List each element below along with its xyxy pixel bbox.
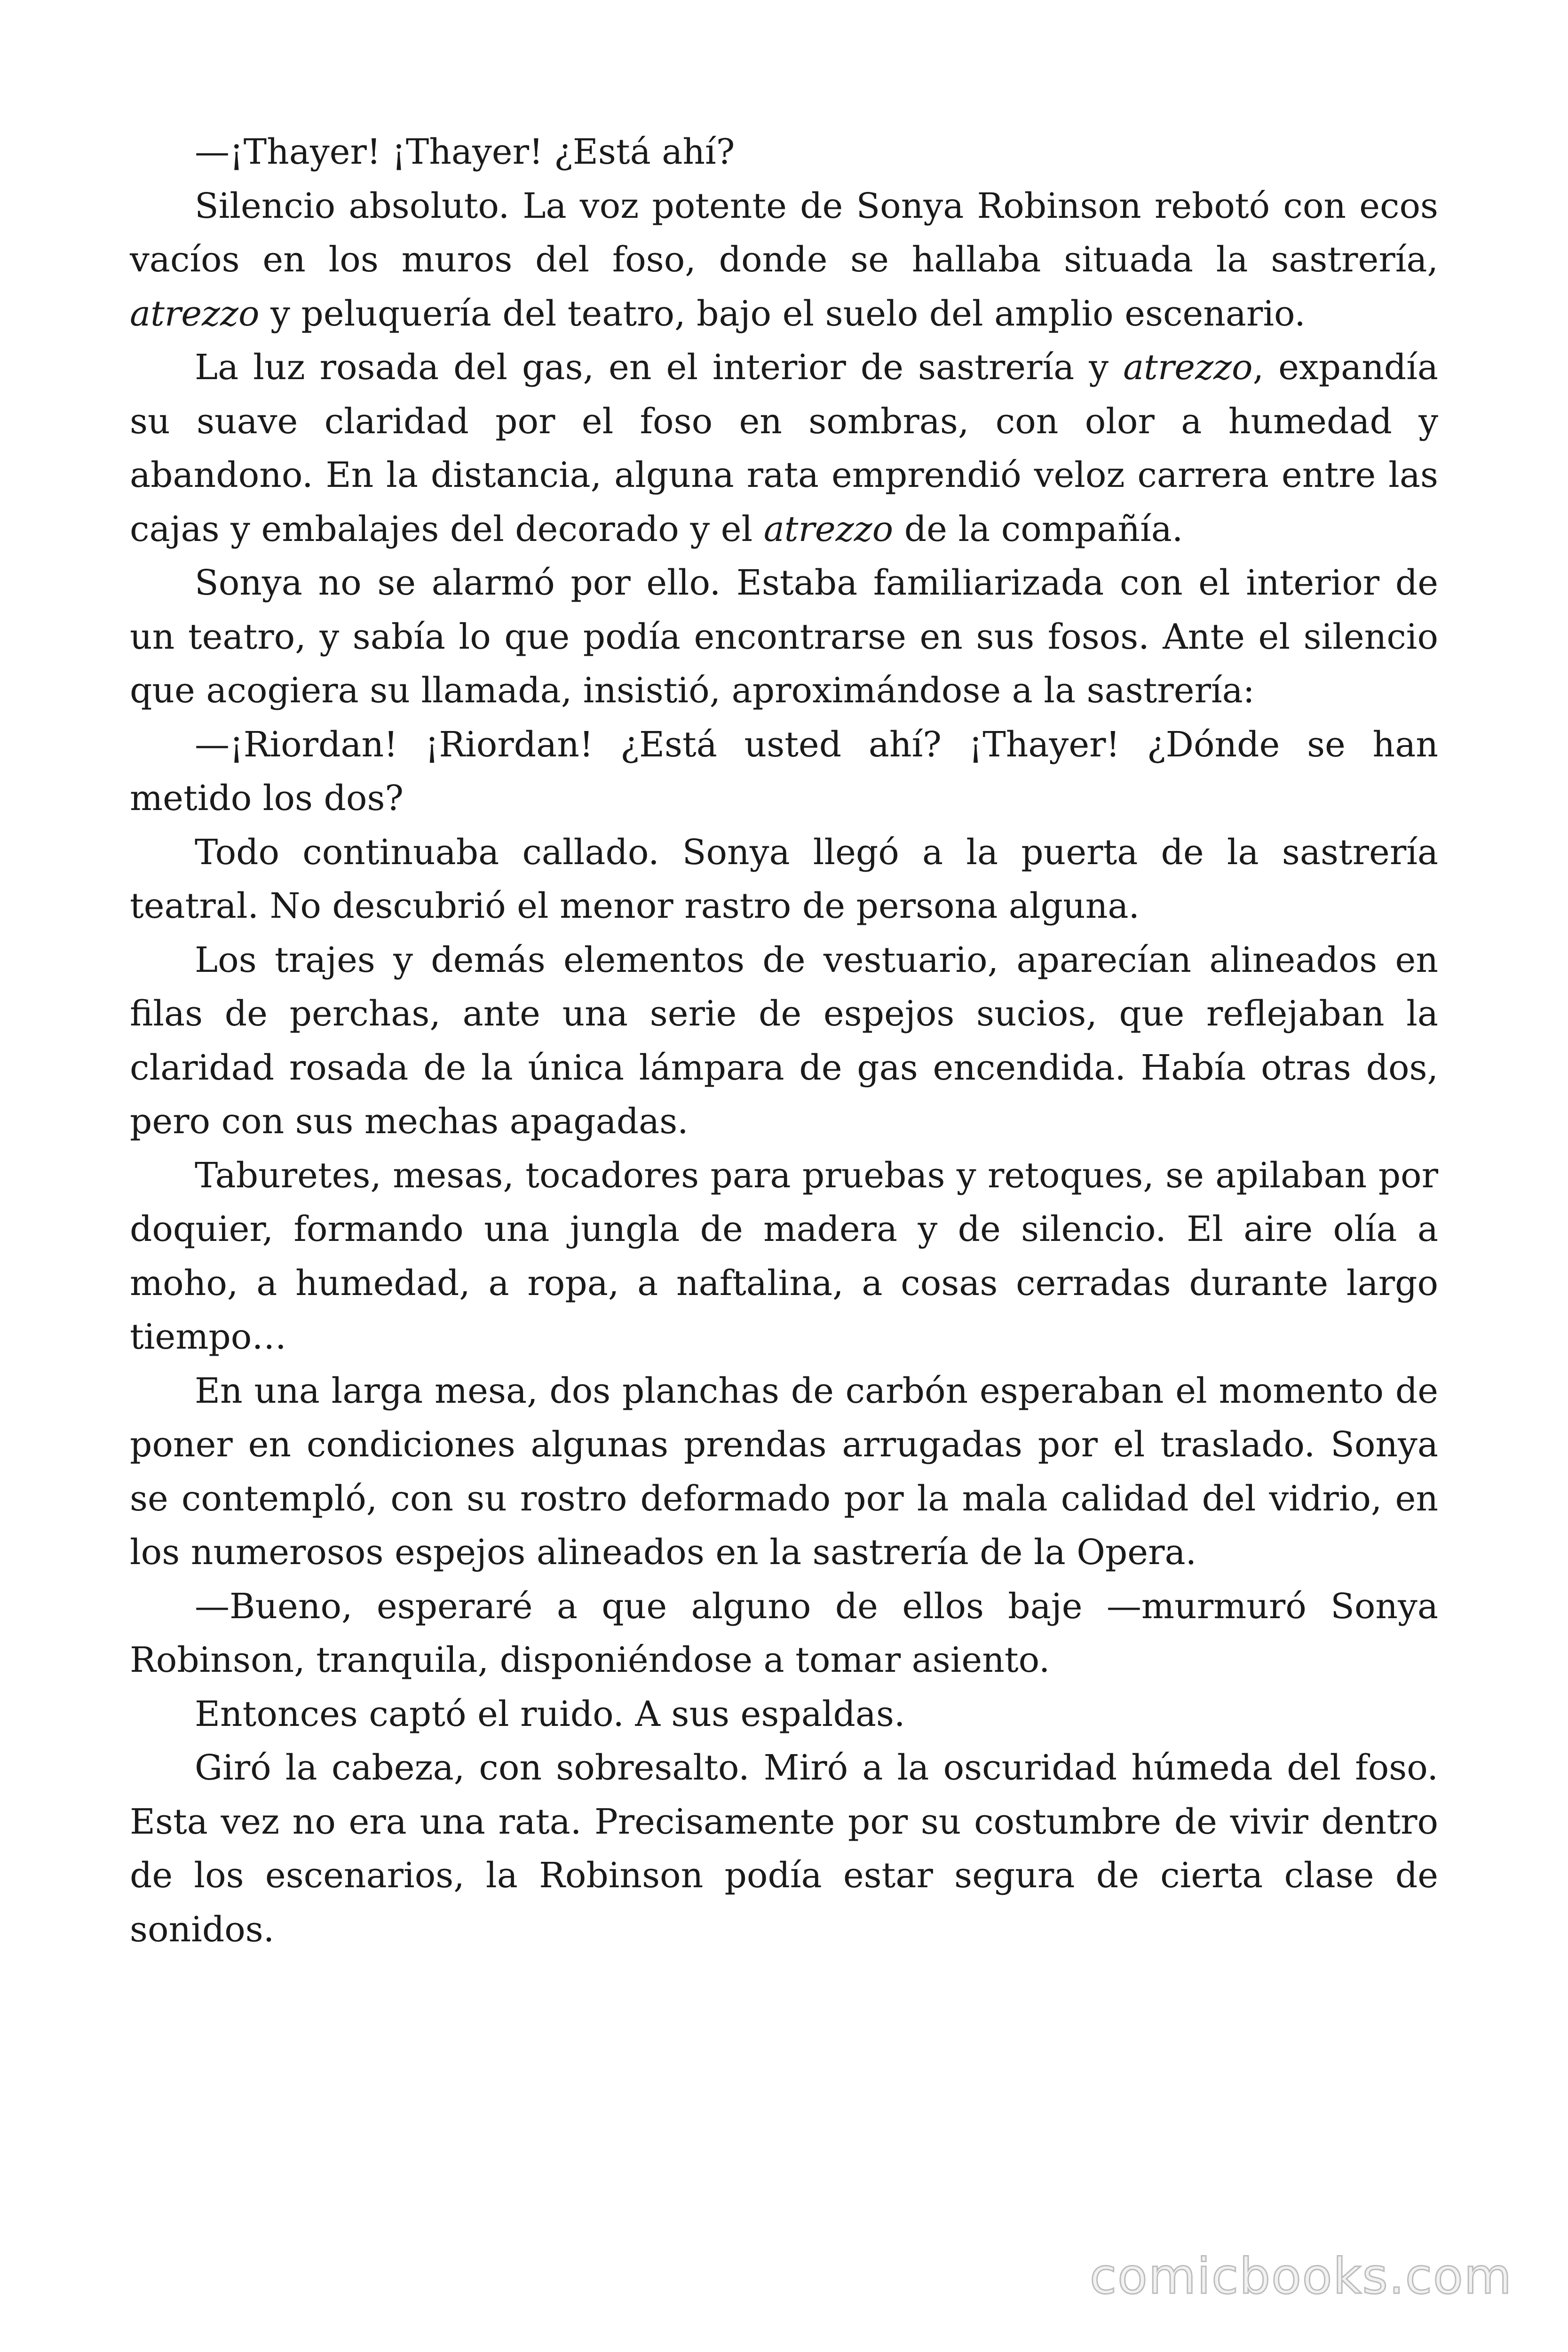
paragraph xyxy=(130,933,1438,1149)
paragraph xyxy=(130,179,1438,341)
text-run: Giró la cabeza, con sobresalto. Miró a la oscuridad húmeda del foso. Esta vez no era una rata. Precisamente por su costumbre de vivir dentro de los escenarios, la Robinson podía estar segura de cierta clase de sonidos. xyxy=(130,1748,1438,1950)
paragraph xyxy=(130,826,1438,933)
paragraph xyxy=(130,341,1438,556)
italic-term: atrezzo xyxy=(763,509,894,549)
text-run: de la compañía. xyxy=(893,509,1183,549)
text-run: , expandía su suave claridad por el foso en sombras, con olor a humedad y abandono. En la distancia, alguna rata emprendió veloz carrera entre las cajas y embalajes del decorado y el xyxy=(130,347,1439,549)
paragraph xyxy=(130,718,1438,826)
paragraph xyxy=(130,1364,1438,1580)
paragraph xyxy=(130,556,1438,718)
paragraph xyxy=(130,125,1438,179)
text-run: Sonya no se alarmó por ello. Estaba familiarizada con el interior de un teatro, y sabía lo que podía encontrarse en sus fosos. Ante el silencio que acogiera su llamada, insistió, aproximándose a la sastrería: xyxy=(130,563,1438,711)
italic-term: atrezzo xyxy=(1123,347,1253,388)
text-run: —¡Thayer! ¡Thayer! ¿Está ahí? xyxy=(195,132,735,172)
italic-term: atrezzo xyxy=(130,293,260,334)
text-run: Todo continuaba callado. Sonya llegó a la puerta de la sastrería teatral. No descubrió el menor rastro de persona alguna. xyxy=(130,832,1438,926)
paragraph xyxy=(130,1687,1438,1741)
text-run: Taburetes, mesas, tocadores para pruebas y retoques, se apilaban por doquier, formando una jungla de madera y de silencio. El aire olía a moho, a humedad, a ropa, a naftalina, a cosas cerradas durante largo tiempo… xyxy=(130,1155,1438,1357)
text-run: La luz rosada del gas, en el interior de sastrería y xyxy=(195,347,1124,388)
paragraph xyxy=(130,1149,1438,1364)
text-run: Los trajes y demás elementos de vestuario, aparecían alineados en filas de perchas, ante una serie de espejos sucios, que reflejaban la claridad rosada de la única lámpara de gas encendida. Había otras dos, pero con sus mechas apagadas. xyxy=(130,939,1438,1142)
text-run: En una larga mesa, dos planchas de carbón esperaban el momento de poner en condiciones algunas prendas arrugadas por el traslado. Sonya se contempló, con su rostro deformado por la mala calidad del vidrio, en los numerosos espejos alineados en la sastrería de la Opera. xyxy=(130,1370,1438,1573)
watermark-logo: comicbooks.com xyxy=(1089,2248,1513,2305)
text-run: Entonces captó el ruido. A sus espaldas. xyxy=(195,1693,905,1734)
text-run: —¡Riordan! ¡Riordan! ¿Está usted ahí? ¡Thayer! ¿Dónde se han metido los dos? xyxy=(130,724,1438,818)
text-run: y peluquería del teatro, bajo el suelo del amplio escenario. xyxy=(259,293,1306,334)
body-text xyxy=(130,125,1438,1956)
paragraph xyxy=(130,1580,1438,1687)
text-run: Silencio absoluto. La voz potente de Sonya Robinson rebotó con ecos vacíos en los muros del foso, donde se hallaba situada la sastrería, xyxy=(130,185,1438,280)
paragraph xyxy=(130,1741,1438,1956)
text-run: —Bueno, esperaré a que alguno de ellos baje —murmuró Sonya Robinson, tranquila, disponiéndose a tomar asiento. xyxy=(130,1586,1438,1680)
